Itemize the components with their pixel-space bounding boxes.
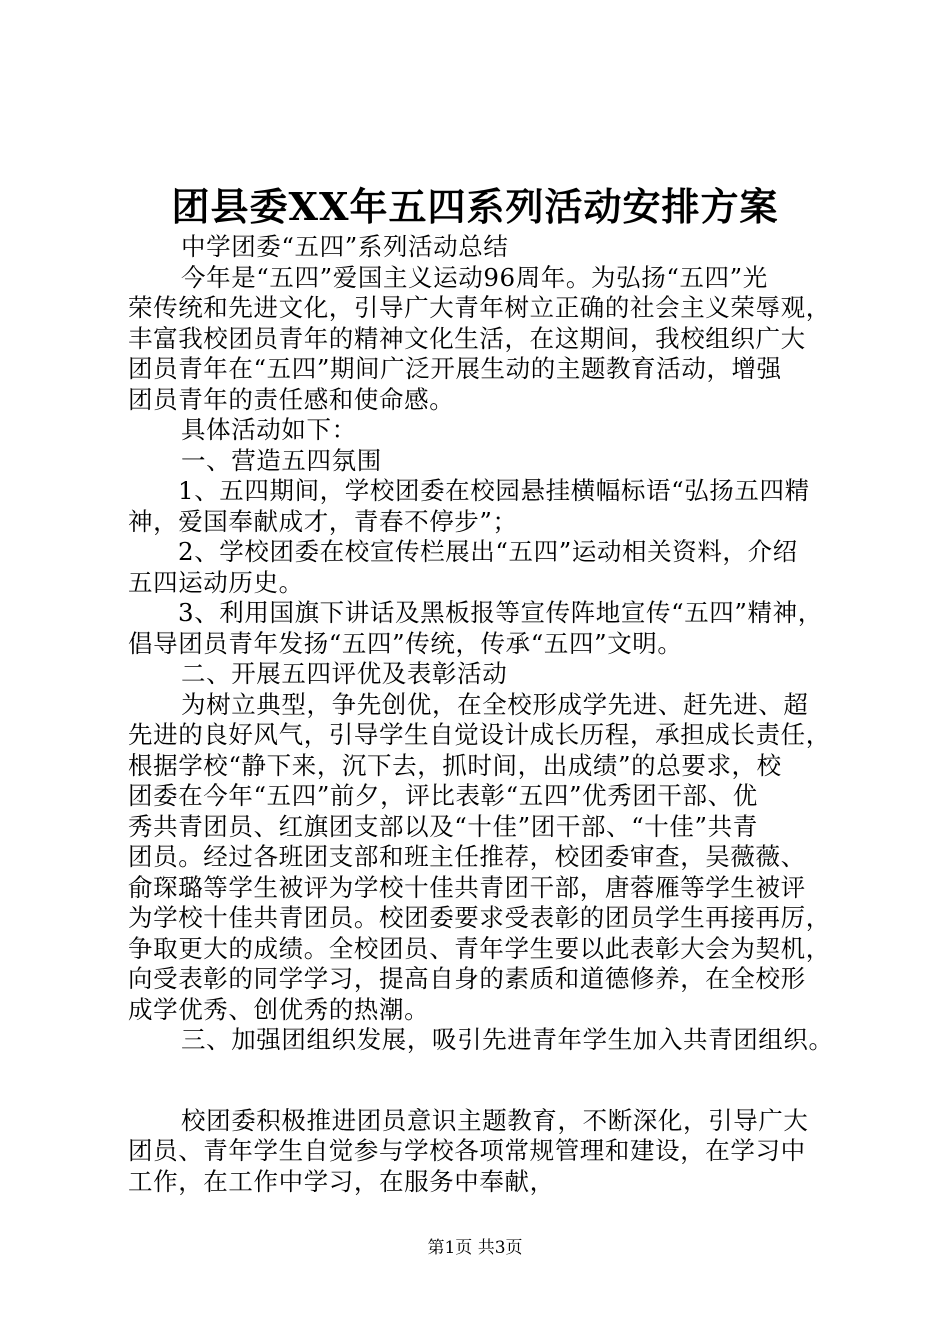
paragraph-line: 团员青年的责任感和使命感。 [128, 384, 455, 414]
page-footer: 第1页 共3页 [427, 1238, 523, 1258]
paragraph-line: 根据学校“静下来，沉下去，抓时间，出成绩”的总要求，校 [128, 750, 782, 780]
paragraph-line: 荣传统和先进文化，引导广大青年树立正确的社会主义荣辱观， [128, 293, 831, 322]
paragraph-line: 秀共青团员、红旗团支部以及“十佳”团干部、“十佳”共青 [128, 811, 758, 841]
paragraph-line: 先进的良好风气，引导学生自觉设计成长历程，承担成长责任， [128, 720, 831, 749]
paragraph-line: 丰富我校团员青年的精神文化生活，在这期间，我校组织广大 [128, 323, 806, 353]
paragraph-gap [128, 1056, 840, 1106]
paragraph-line: 工作，在工作中学习，在服务中奉献， [128, 1166, 555, 1196]
list-item-line: 五四运动历史。 [128, 567, 304, 597]
paragraph-line: 成学优秀、创优秀的热潮。 [128, 994, 430, 1024]
paragraph-line: 争取更大的成绩。全校团员、青年学生要以此表彰大会为契机， [128, 933, 831, 963]
section-heading: 三、加强团组织发展，吸引先进青年学生加入共青团组织。 [181, 1025, 834, 1054]
paragraph-line: 俞琛璐等学生被评为学校十佳共青团干部，唐蓉雁等学生被评 [128, 872, 806, 902]
list-item-line: 3、利用国旗下讲话及黑板报等宣传阵地宣传“五四”精神， [178, 598, 823, 627]
paragraph-line: 团员青年在“五四”期间广泛开展生动的主题教育活动，增强 [128, 354, 782, 383]
document-title: 团县委XX年五四系列活动安排方案 [171, 184, 779, 229]
paragraph-line: 为树立典型，争先创优，在全校形成学先进、赶先进、超 [181, 689, 809, 719]
paragraph-line: 校团委积极推进团员意识主题教育，不断深化，引导广大 [181, 1105, 809, 1135]
section-heading: 二、开展五四评优及表彰活动 [181, 659, 508, 688]
paragraph-line: 具体活动如下： [181, 415, 357, 444]
list-item-line: 1、五四期间，学校团委在校园悬挂横幅标语“弘扬五四精 [178, 476, 810, 505]
subtitle-line: 中学团委“五四”系列活动总结 [181, 232, 509, 261]
paragraph-line: 为学校十佳共青团员。校团委要求受表彰的团员学生再接再厉， [128, 903, 831, 932]
paragraph-line: 团委在今年“五四”前夕，评比表彰“五四”优秀团干部、优 [128, 781, 758, 810]
list-item-line: 2、学校团委在校宣传栏展出“五四”运动相关资料，介绍 [178, 537, 798, 566]
paragraph-line: 团员。经过各班团支部和班主任推荐，校团委审查，吴薇薇、 [128, 842, 806, 871]
paragraph-line: 向受表彰的同学学习，提高自身的素质和道德修养，在全校形 [128, 964, 806, 993]
document-body [128, 232, 840, 1197]
paragraph-line: 团员、青年学生自觉参与学校各项常规管理和建设，在学习中 [128, 1136, 806, 1165]
list-item-line: 倡导团员青年发扬“五四”传统，传承“五四”文明。 [128, 628, 683, 658]
list-item-line: 神，爱国奉献成才，青春不停步”； [128, 506, 518, 536]
paragraph-line: 今年是“五四”爱国主义运动96周年。为弘扬“五四”光 [181, 262, 768, 292]
section-heading: 一、营造五四氛围 [181, 445, 382, 475]
